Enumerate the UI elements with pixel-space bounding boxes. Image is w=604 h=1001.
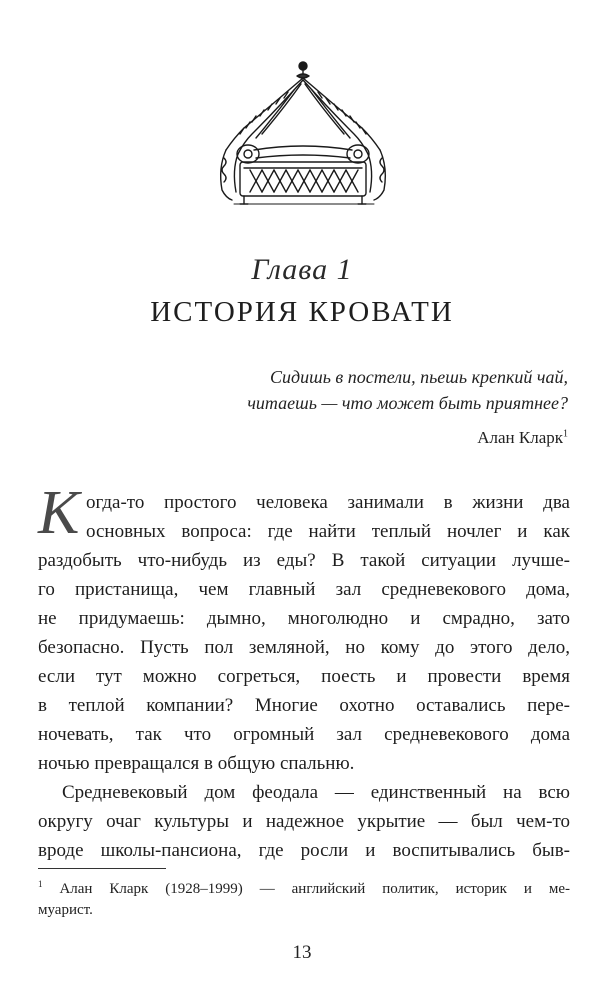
canopy-bed-illustration	[204, 58, 402, 208]
body-line: ночевать, так что огромный зал средневекового дома	[38, 724, 570, 745]
footnote-line: муарист.	[38, 902, 93, 918]
body-line: ночью превращался в общую спальню.	[38, 753, 355, 774]
body-line: огда-то простого человека занимали в жизни два	[86, 492, 570, 513]
body-line: безопасно. Пусть пол земляной, но кому до этого дело,	[38, 637, 570, 658]
epigraph	[148, 364, 568, 416]
footnote-mark: 1	[38, 879, 43, 889]
epigraph-author	[477, 428, 568, 448]
footnote-text: Алан Кларк (1928–1999) — английский политик, историк и ме-	[59, 881, 571, 897]
body-line: вроде школы-пансиона, где росли и воспитывались быв-	[38, 840, 570, 861]
chapter-label: Глава 1	[251, 253, 353, 286]
footnote-mark: 1	[563, 428, 568, 440]
footnote-divider	[38, 868, 166, 869]
body-text	[38, 479, 570, 865]
epigraph-line: читаешь — что может быть приятнее?	[247, 393, 568, 413]
body-line: в теплой компании? Многие охотно оставались пере-	[38, 695, 570, 716]
body-line: раздобыть что-нибудь из еды? В такой ситуации лучше-	[38, 550, 570, 571]
body-line: не придумаешь: дымно, многолюдно и смрадно, зато	[38, 608, 570, 629]
body-line: основных вопроса: где найти теплый ночлег и как	[86, 521, 570, 542]
chapter-title: ИСТОРИЯ КРОВАТИ	[150, 296, 454, 328]
epigraph-line: Сидишь в постели, пьешь крепкий чай,	[270, 367, 568, 387]
page-number: 13	[292, 942, 312, 963]
footnote-line	[38, 874, 570, 900]
body-line: если тут можно согреться, поесть и провести время	[38, 666, 570, 687]
epigraph-author-name: Алан Кларк	[477, 428, 563, 447]
body-line: округу очаг культуры и надежное укрытие — был чем-то	[38, 811, 570, 832]
drop-cap: К	[38, 479, 80, 547]
body-line: го пристанища, чем главный зал средневекового дома,	[38, 579, 570, 600]
footnote	[38, 874, 570, 921]
body-line: Средневековый дом феодала — единственный на всю	[62, 782, 570, 803]
